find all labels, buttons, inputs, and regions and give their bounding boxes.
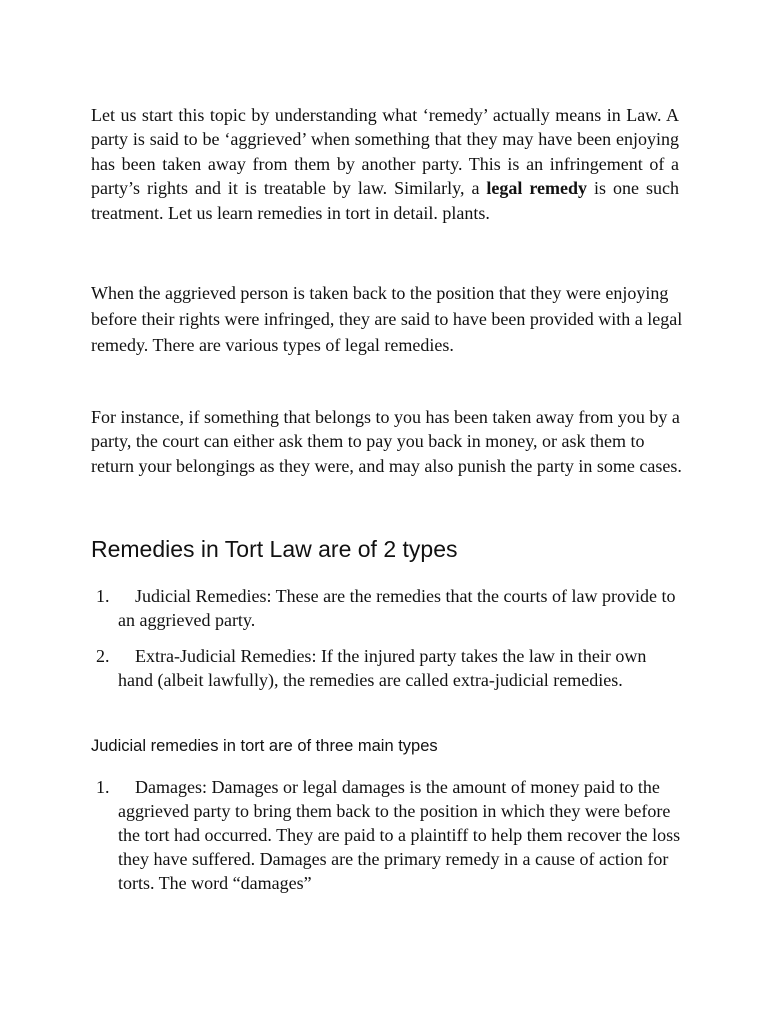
legal-remedy-term: legal remedy xyxy=(486,178,588,199)
definition-paragraph: When the aggrieved person is taken back to the position that they were enjoying before their rights were infringed, they are said to have been provided with a legal remedy. There are various types of legal remedies. xyxy=(91,283,683,355)
judicial-remedies-heading: Judicial remedies in tort are of three main types xyxy=(91,737,438,755)
list-item-number: 1. xyxy=(96,586,110,606)
list-item-number: 2. xyxy=(96,646,110,666)
intro-text-end: is one such treatment. Let us learn remedies in tort in detail. plants. xyxy=(91,178,679,223)
list-item-text: Extra-Judicial Remedies: If the injured party takes the law in their own hand (albeit lawfully), the remedies are called extra-judicial remedies. xyxy=(118,646,647,690)
list-item xyxy=(91,644,681,692)
judicial-remedies-list xyxy=(91,775,681,895)
intro-text-start: Let us start this topic by understanding what ‘remedy’ actually means in Law. A party is said to be ‘aggrieved’ when something that they may have been enjoying has been taken away from them by another party. This is an infringement of a party’s rights and it is treatable by law. Similarly, a xyxy=(91,105,679,199)
list-item-number: 1. xyxy=(96,777,110,797)
list-item-text: Judicial Remedies: These are the remedies that the courts of law provide to an aggrieved party. xyxy=(118,586,676,630)
list-item-text: Damages: Damages or legal damages is the amount of money paid to the aggrieved party to bring them back to the position in which they were before the tort had occurred. They are paid to a plaintiff to help them recover the loss they have suffered. Damages are the primary remedy in a cause of action for torts. The word “damages” xyxy=(118,777,681,893)
remedy-types-list xyxy=(91,584,681,692)
intro-paragraph xyxy=(91,103,679,225)
list-item xyxy=(91,584,681,632)
example-paragraph: For instance, if something that belongs to you has been taken away from you by a party, the court can either ask them to pay you back in money, or ask them to return your belongings as they were, and may also punish the party in some cases. xyxy=(91,407,682,476)
list-item xyxy=(91,775,681,895)
types-heading: Remedies in Tort Law are of 2 types xyxy=(91,536,458,562)
